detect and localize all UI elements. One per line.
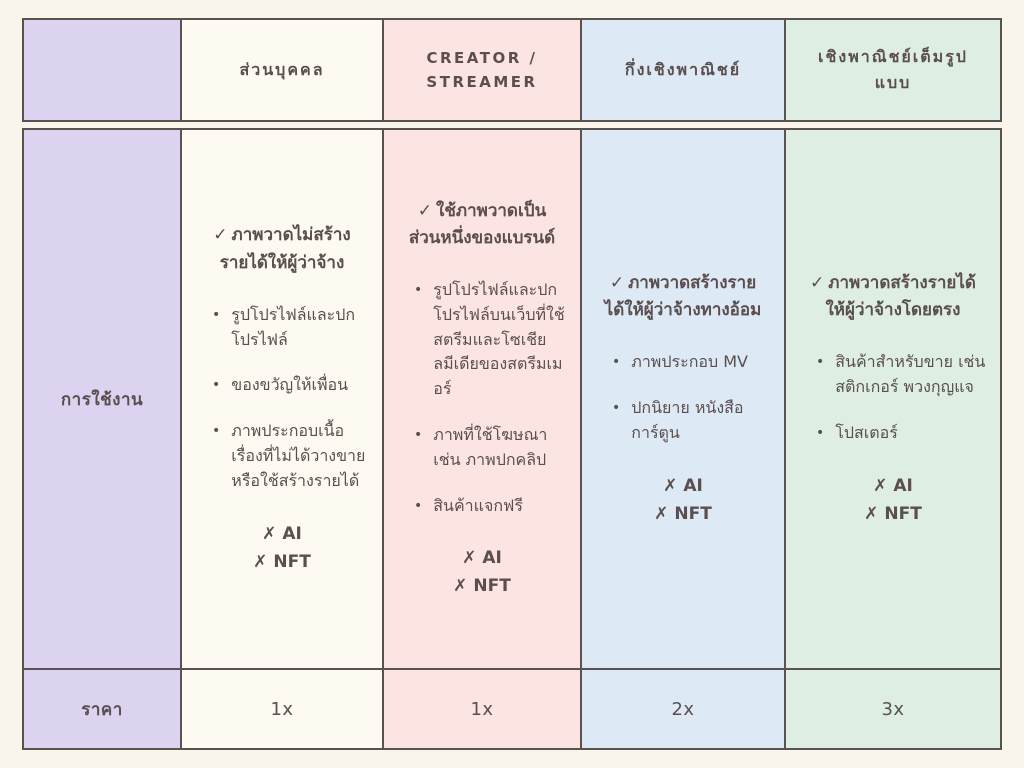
usage-bullet-item: • ปกนิยาย หนังสือการ์ตูน — [612, 396, 770, 446]
cross-icon: ✗ — [654, 503, 669, 524]
row-header-usage: การใช้งาน — [24, 130, 180, 668]
usage-bullet-item: • รูปโปรไฟล์และปกโปรไฟล์บนเว็บที่ใช้สตรีมและโซเชียลมีเดียของสตรีมเมอร์ — [414, 278, 566, 402]
price-personal: 1x — [180, 668, 382, 748]
plan-header-table — [22, 18, 1002, 122]
exclusions — [864, 472, 922, 528]
check-icon: ✓ — [609, 273, 625, 294]
cross-icon: ✗ — [262, 523, 277, 544]
bullet-icon: • — [816, 354, 825, 371]
usage-bullet-item: • ภาพที่ใช้โฆษณา เช่น ภาพปกคลิป — [414, 423, 566, 473]
exclusion-item: ✗ AI — [462, 548, 502, 569]
usage-bullet-item: • ของขวัญให้เพื่อน — [212, 373, 368, 398]
plan-header-full-commercial — [784, 20, 1000, 120]
exclusion-item: ✗ AI — [262, 523, 302, 544]
plan-header-creator-streamer — [382, 20, 580, 120]
plan-header-semi-commercial — [580, 20, 784, 120]
bullet-icon: • — [816, 425, 825, 442]
usage-list — [182, 303, 382, 494]
cross-icon: ✗ — [462, 548, 477, 569]
bullet-icon: • — [212, 423, 221, 440]
plan-name: เชิงพาณิชย์เต็มรูปแบบ — [818, 47, 968, 92]
exclusion-item: ✗ AI — [873, 475, 913, 496]
plan-header-personal — [180, 20, 382, 120]
exclusion-item: ✗ NFT — [864, 503, 922, 524]
cross-icon: ✗ — [663, 475, 678, 496]
bullet-icon: • — [212, 377, 221, 394]
check-icon: ✓ — [810, 273, 825, 294]
bullet-icon: • — [414, 426, 423, 443]
included-title: ✓ ใช้ภาพวาดเป็นส่วนหนึ่งของแบรนด์ — [408, 200, 556, 248]
usage-bullet-item: • สินค้าสำหรับขาย เช่น สติกเกอร์ พวงกุญแจ — [816, 350, 986, 400]
bullet-icon: • — [612, 400, 621, 417]
usage-bullet-item: • ภาพประกอบเนื้อเรื่องที่ไม่ได้วางขาย หรือใช้สร้างรายได้ — [212, 419, 368, 493]
plan-name: ส่วนบุคคล — [239, 60, 325, 80]
plan-body-table — [22, 128, 1002, 750]
cross-icon: ✗ — [453, 576, 468, 597]
included-title: ✓ ภาพวาดสร้างรายได้ให้ผู้ว่าจ้างทางอ้อม — [604, 273, 762, 321]
exclusion-item: ✗ NFT — [654, 503, 712, 524]
check-icon: ✓ — [213, 225, 228, 246]
cross-icon: ✗ — [873, 475, 888, 496]
plan-name: กึ่งเชิงพาณิชย์ — [624, 60, 742, 80]
cross-icon: ✗ — [864, 503, 879, 524]
bullet-icon: • — [414, 497, 423, 514]
price-creator-streamer: 1x — [382, 668, 580, 748]
usage-bullet-item: • สินค้าแจกฟรี — [414, 494, 566, 519]
bullet-icon: • — [414, 281, 423, 298]
exclusions — [453, 544, 511, 600]
usage-list — [786, 350, 1000, 445]
price-semi-commercial: 2x — [580, 668, 784, 748]
price-full-commercial: 3x — [784, 668, 1000, 748]
usage-cell-full-commercial — [784, 130, 1000, 668]
usage-list — [582, 350, 784, 445]
included-title: ✓ ภาพวาดสร้างรายได้ให้ผู้ว่าจ้างโดยตรง — [810, 273, 976, 321]
bullet-icon: • — [612, 354, 621, 371]
usage-bullet-item: • รูปโปรไฟล์และปกโปรไฟล์ — [212, 303, 368, 353]
usage-cell-creator-streamer — [382, 130, 580, 668]
row-header-price: ราคา — [24, 668, 180, 748]
usage-list — [384, 278, 580, 518]
cross-icon: ✗ — [253, 551, 268, 572]
plan-name: CREATOR / STREAMER — [426, 49, 538, 91]
usage-bullet-item: • โปสเตอร์ — [816, 421, 986, 446]
exclusion-item: ✗ NFT — [253, 551, 311, 572]
corner-blank-cell — [24, 20, 180, 120]
exclusion-item: ✗ NFT — [453, 576, 511, 597]
usage-cell-semi-commercial — [580, 130, 784, 668]
exclusions — [253, 520, 311, 576]
usage-cell-personal — [180, 130, 382, 668]
check-icon: ✓ — [417, 200, 433, 221]
exclusion-item: ✗ AI — [663, 475, 703, 496]
exclusions — [654, 472, 712, 528]
included-title: ✓ ภาพวาดไม่สร้างรายได้ให้ผู้ว่าจ้าง — [213, 225, 351, 273]
usage-bullet-item: • ภาพประกอบ MV — [612, 350, 770, 375]
bullet-icon: • — [212, 306, 221, 323]
